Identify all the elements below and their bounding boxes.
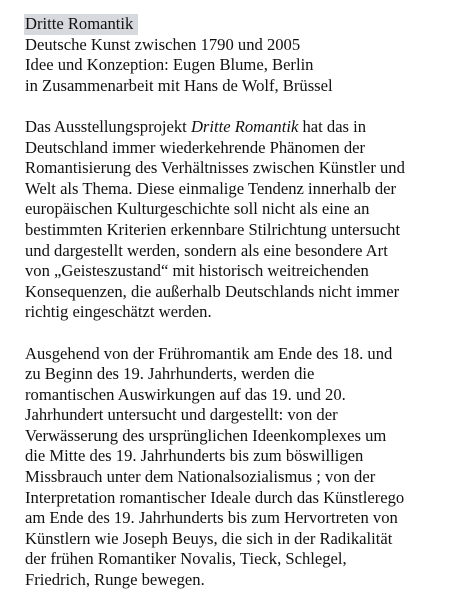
paragraph-2-line: der frühen Romantiker Novalis, Tieck, Schlegel, bbox=[25, 549, 347, 569]
paragraph-2-line: Missbrauch unter dem Nationalsozialismus ; von der bbox=[25, 467, 376, 487]
paragraph-2-line: romantischen Auswirkungen auf das 19. und 20. bbox=[25, 384, 346, 404]
paragraph-2-line: Friedrich, Runge bewegen. bbox=[25, 570, 205, 590]
text-run: Das Ausstellungsprojekt bbox=[25, 116, 191, 136]
paragraph-1-line: Welt als Thema. Diese einmalige Tendenz innerhalb der bbox=[25, 178, 397, 198]
paragraph-1-line bbox=[25, 117, 455, 138]
paragraph-1-line: von „Geisteszustand“ mit historisch weitreichenden bbox=[25, 261, 369, 281]
paragraph-2-line: zu Beginn des 19. Jahrhunderts, werden die bbox=[25, 364, 315, 384]
header-line-concept: Idee und Konzeption: Eugen Blume, Berlin bbox=[25, 55, 314, 75]
text-run: hat das in bbox=[298, 116, 367, 136]
title-row bbox=[25, 14, 455, 35]
paragraph-2-line: am Ende des 19. Jahrhunderts bis zum Hervortreten von bbox=[25, 508, 398, 528]
paragraph-gap bbox=[25, 96, 455, 117]
document-body bbox=[25, 14, 455, 591]
paragraph-2-line: Künstlern wie Joseph Beuys, die sich in der Radikalität bbox=[25, 528, 393, 548]
paragraph-2-line: Verwässerung des ursprünglichen Ideenkomplexes um bbox=[25, 425, 387, 445]
paragraph-2-line: Jahrhundert untersucht und dargestellt: von der bbox=[25, 405, 338, 425]
paragraph-1-line: bestimmten Kriterien erkennbare Stilrichtung untersucht bbox=[25, 219, 401, 239]
paragraph-1-line: europäischen Kulturgeschichte soll nicht als eine an bbox=[25, 199, 370, 219]
paragraph-1-line: richtig eingeschätzt werden. bbox=[25, 302, 212, 322]
document-title[interactable]: Dritte Romantik bbox=[24, 14, 138, 35]
paragraph-2-line: Ausgehend von der Frühromantik am Ende des 18. und bbox=[25, 343, 393, 363]
paragraph-2-line: Interpretation romantischer Ideale durch das Künstlerego bbox=[25, 487, 405, 507]
paragraph-1 bbox=[25, 117, 455, 323]
exhibition-title-italic: Dritte Romantik bbox=[190, 116, 299, 136]
paragraph-1-line: Romantisierung des Verhältnisses zwischen Künstler und bbox=[25, 158, 405, 178]
paragraph-1-line: Deutschland immer wiederkehrende Phänomen der bbox=[25, 137, 366, 157]
paragraph-2 bbox=[25, 344, 455, 591]
paragraph-1-line: Konsequenzen, die außerhalb Deutschlands nicht immer bbox=[25, 281, 400, 301]
paragraph-1-line: und dargestellt werden, sondern als eine besondere Art bbox=[25, 240, 388, 260]
header-line-subtitle: Deutsche Kunst zwischen 1790 und 2005 bbox=[25, 34, 301, 54]
header-line-collaboration: in Zusammenarbeit mit Hans de Wolf, Brüssel bbox=[25, 75, 333, 95]
paragraph-gap bbox=[25, 323, 455, 344]
paragraph-2-line: die Mitte des 19. Jahrhunderts bis zum böswilligen bbox=[25, 446, 364, 466]
